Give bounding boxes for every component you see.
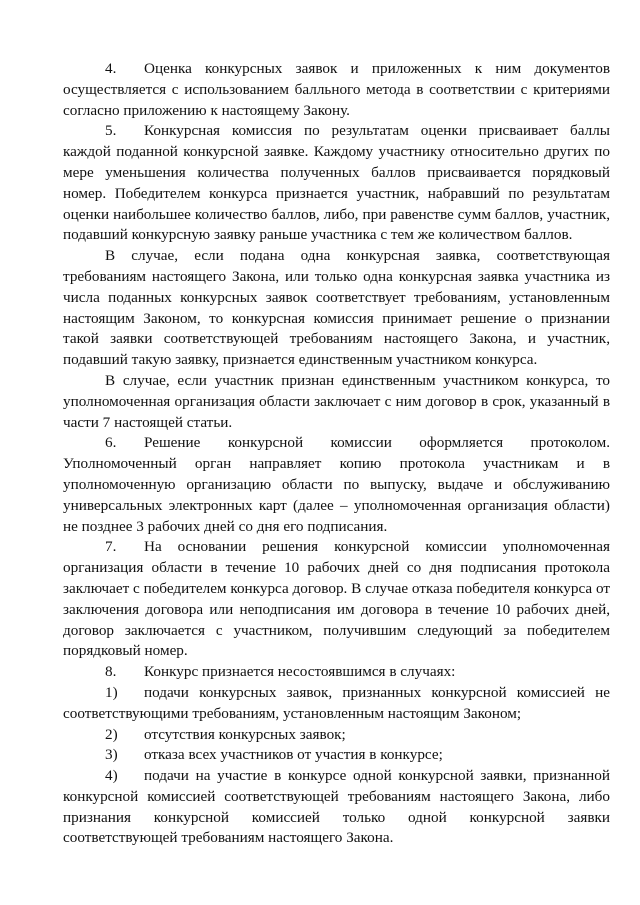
list-item-text: подачи на участие в конкурсе одной конкурсной заявки, признанной конкурсной комиссией соответствующей требованиям настоящего Закона, либо признания конкурсной комиссией только одной конкурсной заявки соответствующей требованиям настоящего Закона. — [63, 767, 610, 847]
paragraph-text: Конкурсная комиссия по результатам оценки присваивает баллы каждой поданной конкурсной заявке. Каждому участнику относительно других по мере уменьшения количества полученных баллов присваивается порядковый номер. Победителем конкурса признается участник, набравший по результатам оценки наибольшее количество баллов, либо, при равенстве сумм баллов, участник, подавший конкурсную заявку раньше участника с тем же количеством баллов. — [63, 122, 610, 244]
paragraph-number: 6. — [105, 434, 117, 452]
paragraph-text: На основании решения конкурсной комиссии уполномоченная организация области в течение 10 рабочих дней со дня подписания протокола заключает с победителем конкурса договор. В случае отказа победителя конкурса от заключения договора или неподписания им договора в течение 10 рабочих дней, договор заключается с участником, получившим следующий за победителем порядковый номер. — [63, 538, 610, 660]
list-item-text: отказа всех участников от участия в конкурсе; — [144, 746, 443, 764]
list-item-number: 2) — [105, 725, 118, 743]
paragraph-number: 7. — [105, 538, 117, 556]
list-item-4 — [63, 766, 610, 849]
paragraph-8 — [63, 662, 610, 683]
list-item-2 — [63, 725, 610, 746]
list-item-3 — [63, 745, 610, 766]
paragraph-4 — [63, 59, 610, 121]
paragraph-6 — [63, 433, 610, 537]
list-item-number: 3) — [105, 746, 118, 764]
list-item-number: 4) — [105, 767, 118, 785]
paragraph-text: В случае, если подана одна конкурсная заявка, соответствующая требованиям настоящего Закона, или только одна конкурсная заявка участника из числа поданных конкурсных заявок соответствует требованиям, установленным настоящим Законом, то конкурсная комиссия принимает решение о признании такой заявки соответствующей требованиям настоящего Закона, и участник, подавший такую заявку, признается единственным участником конкурса. — [63, 247, 610, 369]
paragraph-single-participant — [63, 371, 610, 433]
paragraph-text: Оценка конкурсных заявок и приложенных к ним документов осуществляется с использованием балльного метода в соответствии с критериями согласно приложению к настоящему Закону. — [63, 60, 610, 119]
list-item-number: 1) — [105, 683, 118, 701]
paragraph-number: 4. — [105, 60, 117, 77]
paragraph-text: Конкурс признается несостоявшимся в случаях: — [144, 663, 456, 681]
paragraph-text: В случае, если участник признан единственным участником конкурса, то уполномоченная организация области заключает с ним договор в срок, указанный в части 7 настоящей статьи. — [63, 371, 610, 431]
paragraph-single-application — [63, 246, 610, 371]
list-item-text: отсутствия конкурсных заявок; — [144, 725, 346, 743]
paragraph-number: 5. — [105, 122, 117, 140]
paragraph-text: Решение конкурсной комиссии оформляется протоколом. Уполномоченный орган направляет копию протокола участникам и в уполномоченную организацию области по выпуску, выдаче и обслуживанию универсальных электронных карт (далее – уполномоченная организация области) не позднее 3 рабочих дней со дня его подписания. — [63, 434, 610, 535]
paragraph-5 — [63, 121, 610, 246]
paragraph-number: 8. — [105, 663, 117, 681]
paragraph-7 — [63, 537, 610, 662]
list-item-text: подачи конкурсных заявок, признанных конкурсной комиссией не соответствующими требованиям, установленным настоящим Законом; — [63, 683, 610, 722]
list-item-1 — [63, 683, 610, 725]
